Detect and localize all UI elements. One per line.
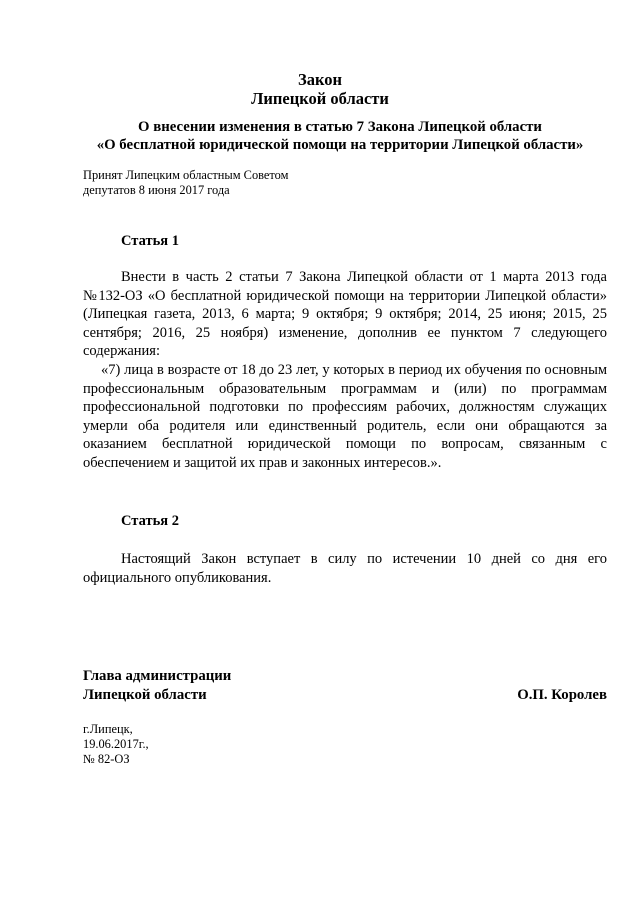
adoption-note-line1: Принят Липецким областным Советом xyxy=(83,168,289,182)
document-footer xyxy=(83,722,149,766)
law-subtitle-line1: О внесении изменения в статью 7 Закона Липецкой области xyxy=(138,119,542,135)
signature-name: О.П. Королев xyxy=(517,687,607,703)
law-title xyxy=(0,70,640,108)
article1-paragraph1: Внести в часть 2 статьи 7 Закона Липецкой области от 1 марта 2013 года №132-ОЗ «О бесплатной юридической помощи на территории Липецкой области» (Липецкая газета, 2013, 6 марта; 9 октября; 9 октября; 2014, 25 июня; 2015, 25 сентября; 2016, 25 ноября) изменение, дополнив ее пунктом 7 следующего содержания: xyxy=(83,269,607,360)
article2-heading: Статья 2 xyxy=(121,513,179,529)
signature-position-line1: Глава администрации xyxy=(83,668,232,684)
article2-paragraph1: Настоящий Закон вступает в силу по истечении 10 дней со дня его официального опубликования. xyxy=(83,551,607,586)
article2-body xyxy=(83,550,607,587)
article1-heading: Статья 1 xyxy=(121,233,179,249)
adoption-note xyxy=(83,168,288,197)
signature-position-line2: Липецкой области xyxy=(83,687,207,703)
law-subtitle xyxy=(70,119,610,154)
signature-block xyxy=(83,667,607,705)
article1-paragraph2: «7) лица в возрасте от 18 до 23 лет, у которых в период их обучения по основным профессиональным образовательным программам и (или) по программам профессиональной подготовки по профессиям рабочих, должностям служащих умерли оба родителя или единственный родитель, если они обращаются за оказанием бесплатной юридической помощи по вопросам, связанным с обеспечением и защитой их прав и законных интересов.». xyxy=(83,361,607,471)
article1-body xyxy=(83,268,607,473)
law-subtitle-line2: «О бесплатной юридической помощи на территории Липецкой области» xyxy=(96,136,584,153)
law-title-line1: Закон xyxy=(297,70,342,89)
law-title-line2: Липецкой области xyxy=(251,89,389,108)
footer-place: г.Липецк, xyxy=(83,722,133,736)
footer-number: № 82-ОЗ xyxy=(83,751,130,766)
footer-date: 19.06.2017г., xyxy=(83,736,149,751)
adoption-note-line2: депутатов 8 июня 2017 года xyxy=(83,182,230,197)
